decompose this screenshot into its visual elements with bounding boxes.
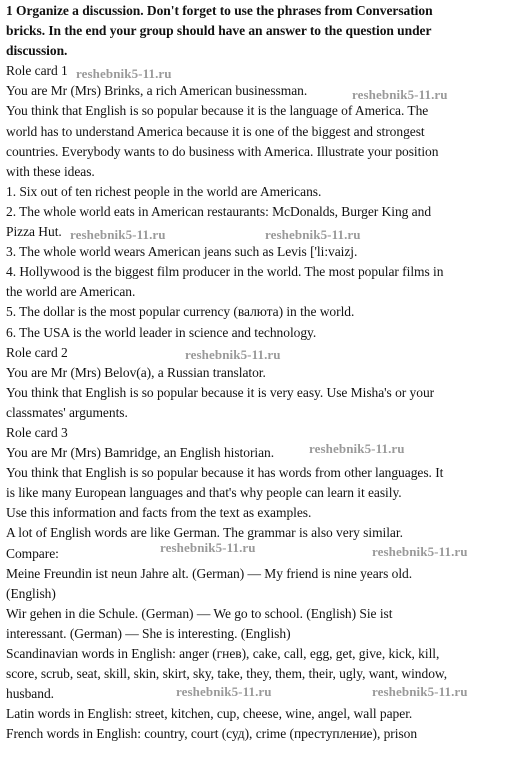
watermark: reshebnik5-11.ru bbox=[372, 684, 468, 699]
role-card-2-intro: You are Mr (Mrs) Belov(a), a Russian translator. bbox=[6, 364, 266, 380]
role-card-1-point-4: 4. Hollywood is the biggest film producer in the world. The most popular films in bbox=[6, 264, 444, 280]
watermark: reshebnik5-11.ru bbox=[265, 227, 361, 242]
role-card-3-title: Role card 3 bbox=[6, 424, 68, 440]
role-card-3-scandinavian: Scandinavian words in English: anger (гнев), cake, call, egg, get, give, kick, kill, bbox=[6, 646, 440, 661]
watermark: reshebnik5-11.ru bbox=[185, 347, 281, 362]
watermark: reshebnik5-11.ru bbox=[372, 544, 468, 559]
role-card-3-text-line: You think that English is so popular because it has words from other languages. It bbox=[6, 465, 444, 481]
role-card-3-intro: You are Mr (Mrs) Bamridge, an English historian. bbox=[6, 445, 275, 461]
role-card-3-compare: Compare: bbox=[6, 545, 59, 561]
role-card-3-latin: Latin words in English: street, kitchen, cup, cheese, wine, angel, wall paper. bbox=[6, 706, 413, 722]
role-card-1-text-line: world has to understand America because it is one of the biggest and strongest bbox=[6, 123, 425, 139]
role-card-2-text-line: classmates' arguments. bbox=[6, 404, 128, 420]
role-card-1-point-3: 3. The whole world wears American jeans such as Levis ['li:vaizj. bbox=[6, 244, 358, 260]
role-card-2-text-line: You think that English is so popular because it is very easy. Use Misha's or your bbox=[6, 384, 435, 400]
role-card-3-french: French words in English: country, court (суд), crime (преступление), prison bbox=[6, 726, 418, 742]
role-card-1-text-line: with these ideas. bbox=[6, 163, 95, 179]
role-card-1-point-6: 6. The USA is the world leader in science and technology. bbox=[6, 324, 317, 340]
role-card-3-example-2-cont: interessant. (German) — She is interesting. (English) bbox=[6, 625, 291, 641]
role-card-3-example-2: Wir gehen in die Schule. (German) — We go to school. (English) Sie ist bbox=[6, 605, 393, 621]
task-heading-line-2: bricks. In the end your group should have an answer to the question under bbox=[6, 23, 432, 39]
watermark: reshebnik5-11.ru bbox=[176, 684, 272, 699]
watermark: reshebnik5-11.ru bbox=[352, 87, 448, 102]
role-card-3-text-line: Use this information and facts from the text as examples. bbox=[6, 505, 312, 521]
role-card-2-title: Role card 2 bbox=[6, 344, 68, 360]
role-card-1-intro: You are Mr (Mrs) Brinks, a rich American businessman. bbox=[6, 83, 308, 99]
role-card-1-point-5: 5. The dollar is the most popular currency (валюта) in the world. bbox=[6, 304, 355, 320]
role-card-3-example-1: Meine Freundin ist neun Jahre alt. (German) — My friend is nine years old. bbox=[6, 565, 413, 581]
watermark: reshebnik5-11.ru bbox=[76, 66, 172, 81]
role-card-1-point-2: 2. The whole world eats in American restaurants: McDonalds, Burger King and bbox=[6, 203, 432, 219]
role-card-1-point-2-cont: Pizza Hut. bbox=[6, 224, 62, 240]
role-card-1-title: Role card 1 bbox=[6, 63, 68, 79]
task-heading-line-3: discussion. bbox=[6, 43, 68, 59]
role-card-1-point-1: 1. Six out of ten richest people in the world are Americans. bbox=[6, 183, 322, 199]
role-card-1-text-line: countries. Everybody wants to do business with America. Illustrate your position bbox=[6, 143, 439, 159]
role-card-3-scandinavian-cont: husband. bbox=[6, 686, 54, 702]
role-card-1-point-4-cont: the world are American. bbox=[6, 284, 136, 300]
role-card-3-text-line: is like many European languages and that's why people can learn it easily. bbox=[6, 485, 402, 501]
watermark: reshebnik5-11.ru bbox=[309, 441, 405, 456]
watermark: reshebnik5-11.ru bbox=[160, 540, 256, 555]
watermark: reshebnik5-11.ru bbox=[70, 227, 166, 242]
role-card-3-example-1-cont: (English) bbox=[6, 585, 56, 601]
role-card-3-text-line: A lot of English words are like German. The grammar is also very similar. bbox=[6, 525, 403, 541]
document-body bbox=[6, 1, 514, 744]
role-card-1-text-line: You think that English is so popular because it is the language of America. The bbox=[6, 103, 429, 119]
task-heading-line-1: 1 Organize a discussion. Don't forget to use the phrases from Conversation bbox=[6, 3, 433, 18]
role-card-3-scandinavian-cont: score, scrub, seat, skill, skin, skirt, sky, take, they, them, their, ugly, want, window, bbox=[6, 666, 448, 682]
